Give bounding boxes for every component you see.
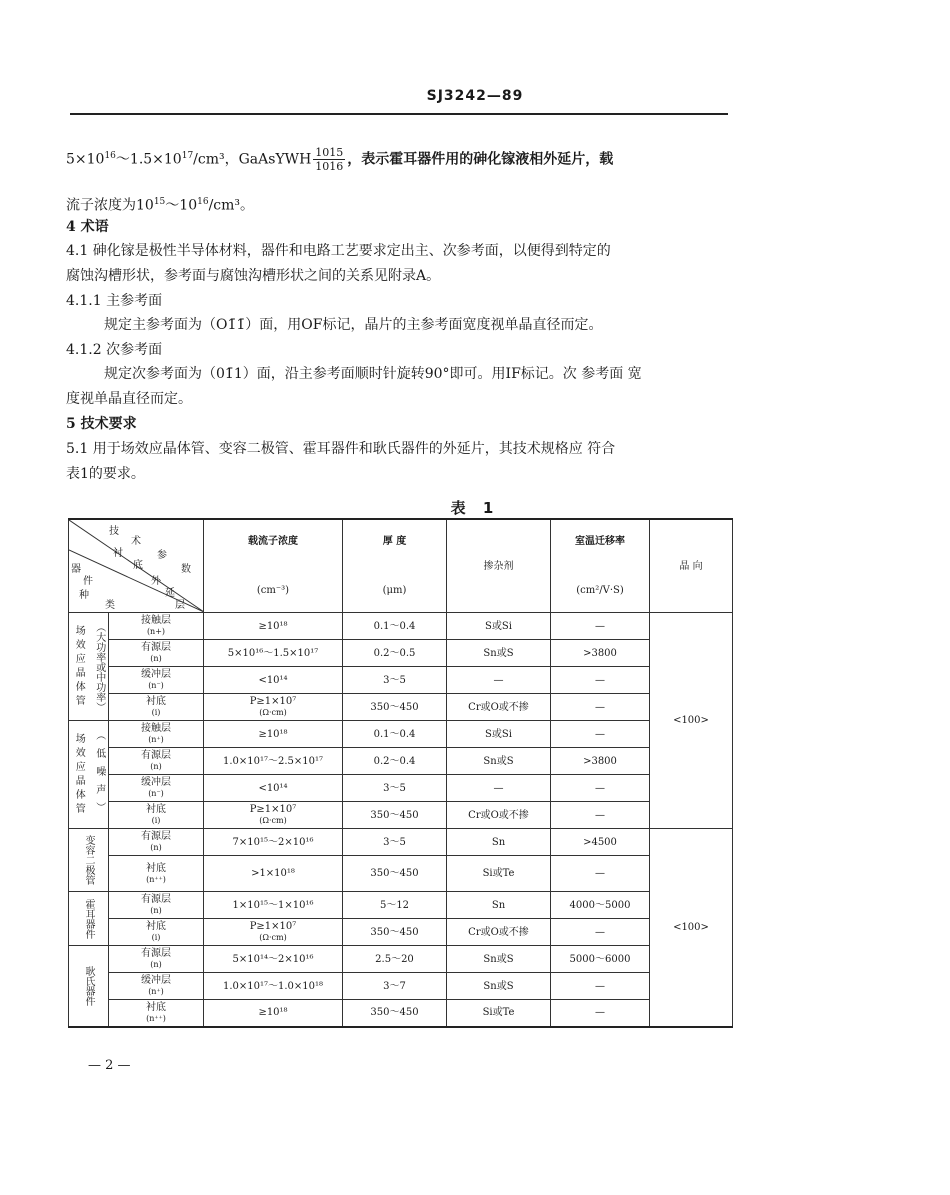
para-4-1-1-title: 4.1.1 主参考面: [66, 293, 163, 309]
table-row: [69, 775, 733, 802]
conc-cell: 1×10¹⁵～1×10¹⁶: [204, 892, 343, 919]
table-row: [69, 667, 733, 694]
mobility-cell: 5000～6000: [551, 946, 650, 973]
conc-cell: <10¹⁴: [204, 667, 343, 694]
conc-cell: <10¹⁴: [204, 775, 343, 802]
dopant-cell: Sn或S: [447, 748, 551, 775]
thickness-cell: 350～450: [343, 694, 447, 721]
mobility-cell: —: [551, 919, 650, 946]
para-4-1-2-title: 4.1.2 次参考面: [66, 342, 163, 358]
conc-cell: 1.0×10¹⁷～2.5×10¹⁷: [204, 748, 343, 775]
group-fet-high: 场效应晶体管 （大功率或中功率）: [69, 613, 109, 721]
dopant-cell: Sn或S: [447, 946, 551, 973]
group-gunn: 耿氏器件: [69, 946, 109, 1027]
thickness-cell: 0.2～0.5: [343, 640, 447, 667]
corner-char: 延: [165, 588, 175, 599]
dopant-cell: Sn或S: [447, 640, 551, 667]
layer-cell: 有源层 (n): [109, 892, 204, 919]
corner-char: 数: [181, 564, 191, 575]
para-spec-line1: $5\times 10^{16}\sim 1.5\times 10^{17}$/cm³，GaAsYWH $\frac{1015}{1016}$ ，表示霍耳器件用的砷化镓液相外延片，载: [66, 146, 614, 174]
corner-char: 类: [105, 600, 115, 611]
thickness-cell: 5～12: [343, 892, 447, 919]
header-thickness: 厚 度 (μm): [343, 519, 447, 613]
thickness-cell: 3～5: [343, 667, 447, 694]
mobility-cell: —: [551, 802, 650, 829]
layer-cell: 衬底 (i): [109, 919, 204, 946]
corner-header: [69, 519, 204, 613]
standard-number-header: SJ3242—89: [426, 88, 524, 104]
layer-cell: 衬底 (n⁺⁺): [109, 856, 204, 892]
mobility-cell: —: [551, 721, 650, 748]
para-5-1-line1: 5.1 用于场效应晶体管、变容二极管、霍耳器件和耿氏器件的外延片，其技术规格应 符合: [66, 441, 616, 457]
dopant-cell: Sn: [447, 829, 551, 856]
corner-char: 衬: [113, 548, 123, 559]
mobility-cell: >4500: [551, 829, 650, 856]
table-row: [69, 946, 733, 973]
corner-char: 底: [133, 560, 143, 571]
para-4-1-line1: 4.1 砷化镓是极性半导体材料，器件和电路工艺要求定出主、次参考面，以便得到特定的: [66, 243, 611, 259]
orientation-cell: <100>: [650, 829, 733, 1027]
layer-cell: 衬底 (i): [109, 802, 204, 829]
conc-cell: 1.0×10¹⁷～1.0×10¹⁸: [204, 973, 343, 1000]
group-fet-low: 场效应晶体管 （低噪声）: [69, 721, 109, 829]
layer-cell: 接触层 (n+): [109, 613, 204, 640]
dopant-cell: —: [447, 775, 551, 802]
layer-cell: 衬底 (i): [109, 694, 204, 721]
dopant-cell: Cr或O或不掺: [447, 802, 551, 829]
dopant-cell: S或Si: [447, 613, 551, 640]
layer-cell: 有源层 (n): [109, 640, 204, 667]
thickness-cell: 0.1～0.4: [343, 721, 447, 748]
thickness-cell: 0.2～0.4: [343, 748, 447, 775]
conc-cell: ≥10¹⁸: [204, 1000, 343, 1027]
conc-cell: ≥10¹⁸: [204, 613, 343, 640]
dopant-cell: S或Si: [447, 721, 551, 748]
mobility-cell: —: [551, 694, 650, 721]
corner-char: 器: [71, 564, 81, 575]
layer-cell: 接触层 (n⁺): [109, 721, 204, 748]
table-row: [69, 640, 733, 667]
para-5-1-line2: 表1的要求。: [66, 466, 145, 482]
layer-cell: 衬底 (n⁺⁺): [109, 1000, 204, 1027]
mobility-cell: —: [551, 613, 650, 640]
header-carrier-concentration: 载流子浓度 (cm⁻³): [204, 519, 343, 613]
para-4-1-2-line2: 度视单晶直径而定。: [66, 391, 192, 407]
dopant-cell: Sn或S: [447, 973, 551, 1000]
conc-cell: ≥10¹⁸: [204, 721, 343, 748]
corner-char: 参: [157, 550, 167, 561]
fraction: $\frac{1015}{1016}$: [315, 146, 344, 174]
thickness-cell: 350～450: [343, 856, 447, 892]
corner-char: 术: [131, 536, 141, 547]
mobility-cell: >3800: [551, 640, 650, 667]
thickness-cell: 3～7: [343, 973, 447, 1000]
layer-cell: 有源层 (n): [109, 946, 204, 973]
dopant-cell: —: [447, 667, 551, 694]
table-row: [69, 973, 733, 1000]
conc-cell: P≥1×10⁷ (Ω·cm): [204, 802, 343, 829]
thickness-cell: 3～5: [343, 829, 447, 856]
thickness-cell: 350～450: [343, 1000, 447, 1027]
dopant-cell: Si或Te: [447, 1000, 551, 1027]
para-4-1-1-body: 规定主参考面为（O1̄1̄）面，用OF标记，晶片的主参考面宽度视单晶直径而定。: [104, 317, 603, 333]
table-row: [69, 1000, 733, 1027]
spec-table: [68, 518, 733, 1028]
dopant-cell: Sn: [447, 892, 551, 919]
mobility-cell: >3800: [551, 748, 650, 775]
conc-cell: 5×10¹⁶～1.5×10¹⁷: [204, 640, 343, 667]
thickness-cell: 2.5～20: [343, 946, 447, 973]
orientation-cell: <100>: [650, 613, 733, 829]
table-row: [69, 919, 733, 946]
para-4-1-line2: 腐蚀沟槽形状，参考面与腐蚀沟槽形状之间的关系见附录A。: [66, 268, 441, 284]
conc-cell: P≥1×10⁷ (Ω·cm): [204, 919, 343, 946]
mobility-cell: —: [551, 667, 650, 694]
header-dopant: 掺杂剂: [447, 519, 551, 613]
table-header-row: [69, 519, 733, 613]
dopant-cell: Cr或O或不掺: [447, 919, 551, 946]
layer-cell: 有源层 (n): [109, 829, 204, 856]
table-row: [69, 829, 733, 856]
thickness-cell: 350～450: [343, 919, 447, 946]
corner-char: 种: [79, 590, 89, 601]
corner-char: 层: [175, 600, 185, 611]
thickness-cell: 3～5: [343, 775, 447, 802]
conc-cell: 7×10¹⁵～2×10¹⁶: [204, 829, 343, 856]
layer-cell: 缓冲层 (n⁻): [109, 667, 204, 694]
para-spec-line2: 流子浓度为$10^{15}\sim 10^{16}$/cm³。: [66, 197, 255, 214]
conc-cell: >1×10¹⁸: [204, 856, 343, 892]
header-orientation: 晶 向: [650, 519, 733, 613]
table-row: [69, 892, 733, 919]
conc-cell: P≥1×10⁷ (Ω·cm): [204, 694, 343, 721]
para-4-1-2-line1: 规定次参考面为（01̄1）面，沿主参考面顺时针旋转90°即可。用IF标记。次 参考面 宽: [104, 366, 642, 382]
layer-cell: 缓冲层 (n⁺): [109, 973, 204, 1000]
table-row: [69, 721, 733, 748]
dopant-cell: Cr或O或不掺: [447, 694, 551, 721]
dopant-cell: Si或Te: [447, 856, 551, 892]
mobility-cell: —: [551, 1000, 650, 1027]
header-mobility: 室温迁移率 (cm²/V·S): [551, 519, 650, 613]
mobility-cell: —: [551, 775, 650, 802]
mobility-cell: —: [551, 856, 650, 892]
group-varactor: 变容二极管: [69, 829, 109, 892]
section-5-title: 5 技术要求: [66, 416, 137, 432]
thickness-cell: 350～450: [343, 802, 447, 829]
layer-cell: 有源层 (n): [109, 748, 204, 775]
table-row: [69, 694, 733, 721]
conc-cell: 5×10¹⁴～2×10¹⁶: [204, 946, 343, 973]
group-hall: 霍耳器件: [69, 892, 109, 946]
corner-char: 外: [151, 576, 161, 587]
table-row: [69, 856, 733, 892]
thickness-cell: 0.1～0.4: [343, 613, 447, 640]
corner-char: 件: [83, 576, 93, 587]
table-row: [69, 802, 733, 829]
layer-cell: 缓冲层 (n⁻): [109, 775, 204, 802]
table-row: [69, 748, 733, 775]
mobility-cell: —: [551, 973, 650, 1000]
page-number: — 2 —: [88, 1058, 131, 1073]
mobility-cell: 4000～5000: [551, 892, 650, 919]
section-4-title: 4 术语: [66, 219, 109, 235]
corner-char: 技: [109, 526, 119, 537]
table-caption: 表 1: [450, 499, 500, 517]
table-row: [69, 613, 733, 640]
header-rule: [70, 113, 728, 115]
